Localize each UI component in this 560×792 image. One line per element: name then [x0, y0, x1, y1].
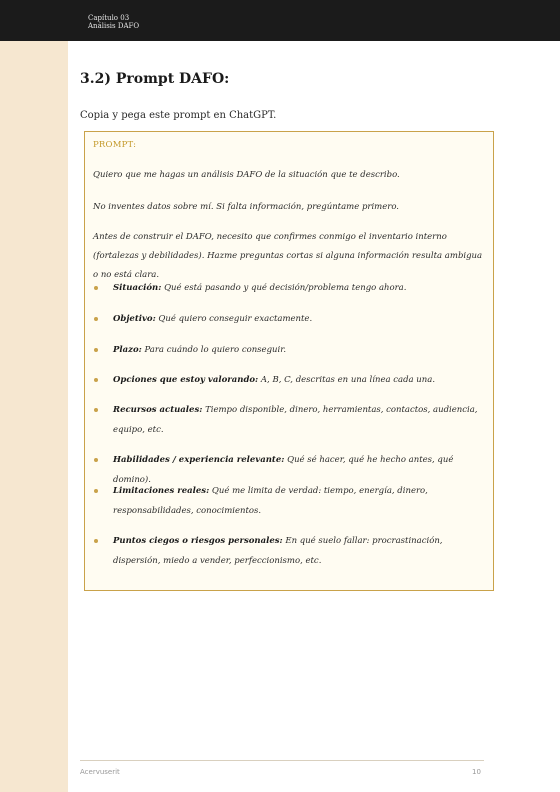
item-text: Tiempo disponible, dinero, herramientas, contactos, audiencia, equipo, etc.: [113, 405, 478, 435]
sidebar-accent: [0, 41, 68, 792]
item-text: Para cuándo lo quiero conseguir.: [141, 345, 287, 355]
bullet-icon: [94, 348, 98, 352]
chapter-label: Capítulo 03: [88, 14, 130, 22]
item-term: Recursos actuales:: [113, 405, 203, 415]
section-label: Análisis DAFO: [88, 22, 140, 30]
item-text: Qué sé hacer, qué he hecho antes, qué domino).: [113, 455, 454, 485]
item-term: Situación:: [113, 283, 162, 293]
item-term: Limitaciones reales:: [113, 486, 210, 496]
list-item: [113, 278, 483, 298]
bullet-icon: [94, 286, 98, 290]
prompt-paragraph: No inventes datos sobre mí. Si falta información, pregúntame primero.: [93, 202, 399, 212]
item-text: En qué suelo fallar: procrastinación, dispersión, miedo a vender, perfeccionismo, etc.: [113, 536, 443, 566]
item-text: Qué me limita de verdad: tiempo, energía, dinero, responsabilidades, conocimientos.: [113, 486, 428, 516]
footer-divider: [80, 760, 484, 761]
item-term: Objetivo:: [113, 314, 156, 324]
list-item: [113, 481, 483, 521]
prompt-paragraph: Antes de construir el DAFO, necesito que confirmes conmigo el inventario interno (fortalezas y debilidades). Hazme preguntas cortas si alguna información resulta ambigua o no está clara.: [93, 232, 483, 280]
bullet-icon: [94, 378, 98, 382]
item-text: Qué quiero conseguir exactamente.: [155, 314, 313, 324]
list-item: [113, 531, 483, 571]
bullet-icon: [94, 317, 98, 321]
list-item: [113, 370, 483, 390]
list-item: [113, 340, 483, 360]
page-header: [0, 0, 560, 41]
item-term: Puntos ciegos o riesgos personales:: [113, 536, 283, 546]
bullet-icon: [94, 458, 98, 462]
item-term: Habilidades / experiencia relevante:: [113, 455, 285, 465]
bullet-icon: [94, 539, 98, 543]
intro-text: Copia y pega este prompt en ChatGPT.: [80, 110, 277, 121]
prompt-label: PROMPT:: [93, 140, 137, 150]
item-text: A, B, C, descritas en una línea cada una.: [258, 375, 436, 385]
item-term: Opciones que estoy valorando:: [113, 375, 259, 385]
list-item: [113, 400, 483, 440]
item-term: Plazo:: [113, 345, 142, 355]
footer-brand: Acervuserit: [80, 768, 120, 776]
bullet-icon: [94, 408, 98, 412]
page-number: 10: [472, 768, 481, 776]
page-title: 3.2) Prompt DAFO:: [80, 71, 230, 87]
item-text: Qué está pasando y qué decisión/problema tengo ahora.: [161, 283, 407, 293]
prompt-paragraph: Quiero que me hagas un análisis DAFO de la situación que te describo.: [93, 170, 400, 180]
bullet-icon: [94, 489, 98, 493]
list-item: [113, 309, 483, 329]
prompt-box: [84, 131, 494, 591]
